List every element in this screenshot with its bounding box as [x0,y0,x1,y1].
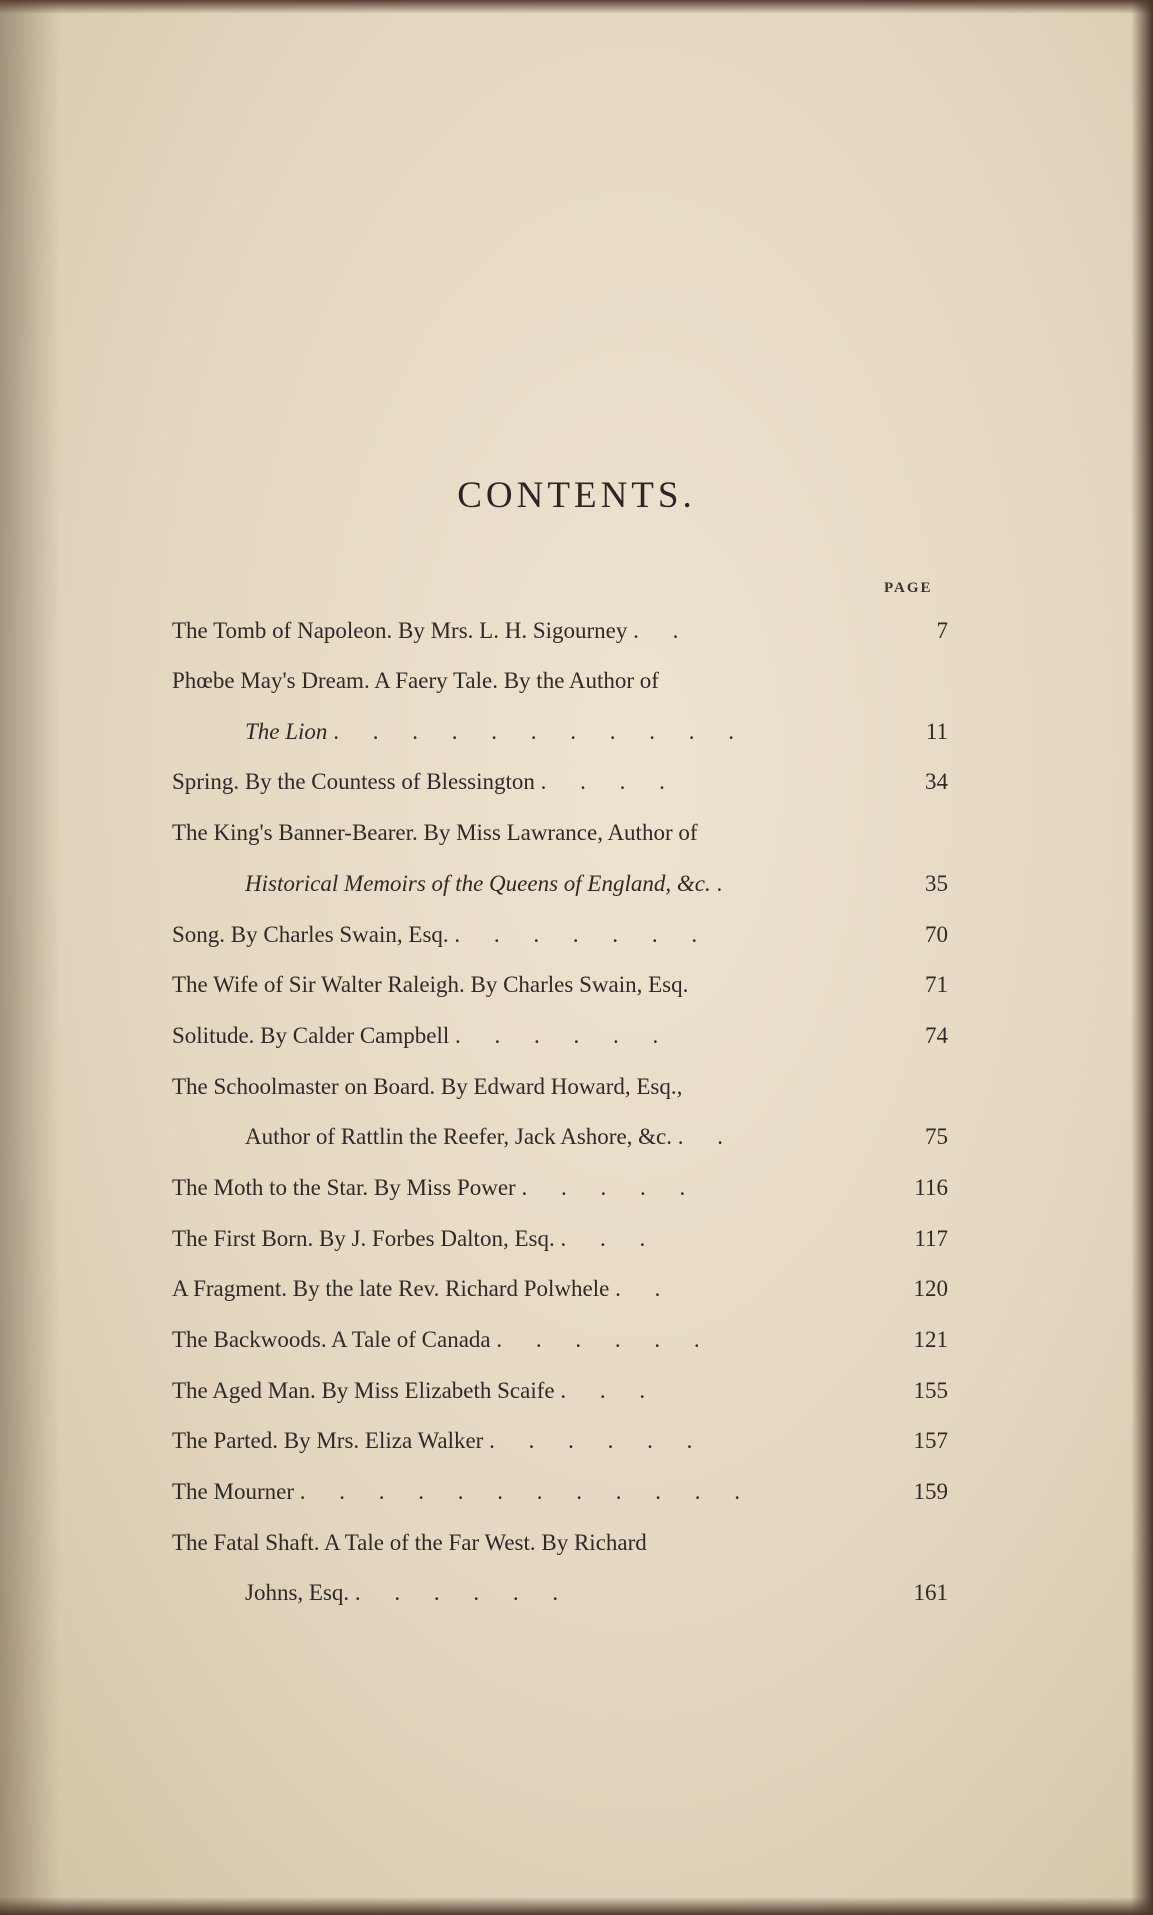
toc-entry [0,1524,1153,1564]
toc-entry-page: 159 [913,1479,948,1504]
toc-entry-page: 116 [914,1175,948,1200]
toc-entry-title: The First Born. By J. Forbes Dalton, Esq. . . . [172,1226,660,1251]
toc-entry [0,1372,1153,1412]
toc-entry-page: 157 [913,1428,948,1453]
toc-entry [0,1220,1153,1260]
toc-entry-title: Song. By Charles Swain, Esq. . . . . . . . [172,922,712,947]
toc-entry-page: 34 [925,769,948,794]
toc-entry-title: Phœbe May's Dream. A Faery Tale. By the Author of [172,668,659,693]
toc-entry-page: 11 [925,719,948,744]
toc-entry [0,916,1153,956]
toc-entry [0,1270,1153,1310]
toc-entry [0,662,1153,702]
toc-entry-title: Solitude. By Calder Campbell . . . . . . [172,1023,673,1048]
toc-entry [0,814,1153,854]
toc-entry-title: The Mourner . . . . . . . . . . . . [172,1479,754,1504]
toc-entry-title: The Schoolmaster on Board. By Edward Howard, Esq., [172,1074,683,1099]
toc-entry-title: Johns, Esq. . . . . . . [245,1580,573,1605]
toc-entry-page: 155 [913,1378,948,1403]
toc-entry-page: 75 [925,1124,948,1149]
toc-entry-continuation [0,1118,1153,1158]
toc-entry-title: The Backwoods. A Tale of Canada . . . . . . [172,1327,714,1352]
toc-entry-continuation [0,1574,1153,1614]
contents-title: CONTENTS. [457,475,696,516]
toc-entry [0,1017,1153,1057]
toc-entry-continuation [0,713,1153,753]
toc-entry-page: 161 [913,1580,948,1605]
toc-entry-page: 7 [936,618,948,643]
toc-entry [0,966,1153,1006]
toc-entry-page: 120 [913,1276,948,1301]
toc-entry-title: The Parted. By Mrs. Eliza Walker . . . . . . [172,1428,707,1453]
toc-entry [0,612,1153,652]
toc-entry-title: The Lion . . . . . . . . . . . [245,719,748,744]
toc-entry-title: The Wife of Sir Walter Raleigh. By Charles Swain, Esq. [172,972,689,997]
toc-entry [0,1169,1153,1209]
toc-entry-title: The King's Banner-Bearer. By Miss Lawrance, Author of [172,820,698,845]
toc-entry-page: 70 [925,922,948,947]
toc-entry-page: 74 [925,1023,948,1048]
toc-entry-title: The Fatal Shaft. A Tale of the Far West. By Richard [172,1530,647,1555]
toc-entry [0,1321,1153,1361]
toc-entry [0,763,1153,803]
toc-entry-page: 71 [925,972,948,997]
toc-entry-title: The Moth to the Star. By Miss Power . . . . . [172,1175,700,1200]
toc-entry [0,1068,1153,1108]
toc-entry-title: Historical Memoirs of the Queens of England, &c. . [245,871,737,896]
toc-entry-page: 121 [913,1327,948,1352]
toc-entry-page: 117 [914,1226,948,1251]
toc-entry-continuation [0,865,1153,905]
page-column-label: PAGE [884,580,933,596]
toc-entry-title: Author of Rattlin the Reefer, Jack Ashore, &c. . . [245,1124,738,1149]
toc-entry [0,1422,1153,1462]
toc-entry [0,1473,1153,1513]
toc-entry-title: Spring. By the Countess of Blessington . . . . [172,769,679,794]
toc-entry-title: The Tomb of Napoleon. By Mrs. L. H. Sigourney . . [172,618,693,643]
toc-entry-page: 35 [925,871,948,896]
toc-entry-title: The Aged Man. By Miss Elizabeth Scaife . . . [172,1378,660,1403]
toc-entry-title: A Fragment. By the late Rev. Richard Polwhele . . [172,1276,675,1301]
